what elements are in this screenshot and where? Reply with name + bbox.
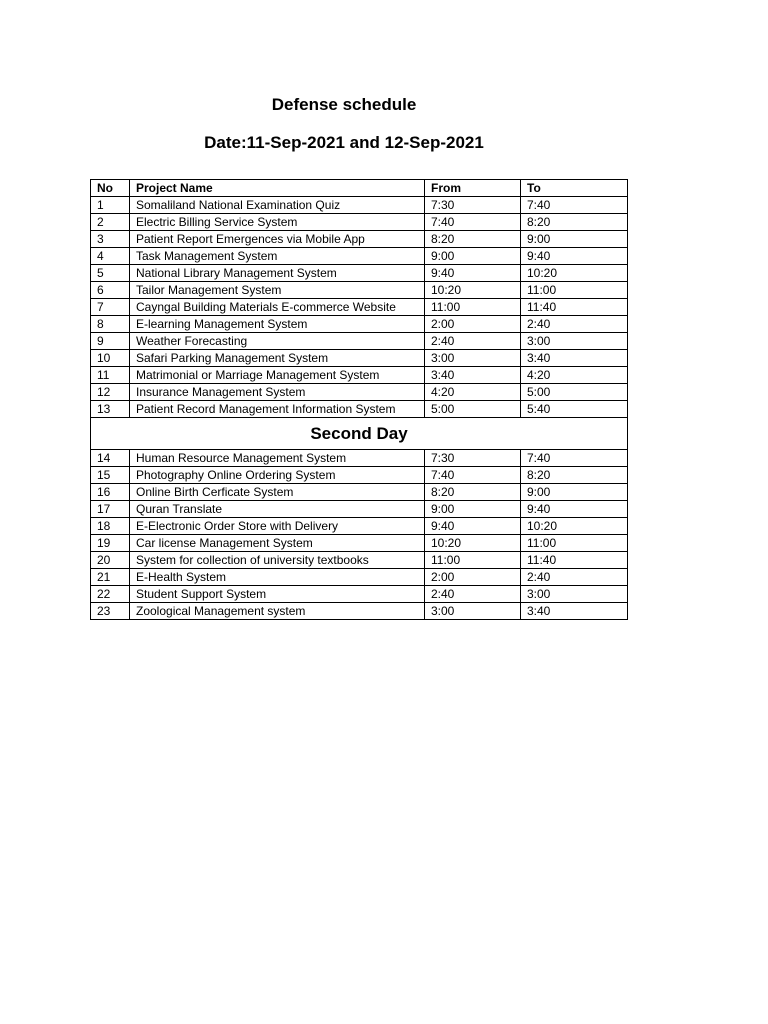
table-row [91,518,628,535]
cell-to: 11:40 [521,299,628,316]
cell-project-name: Weather Forecasting [130,333,425,350]
table-row [91,367,628,384]
cell-no: 2 [91,214,130,231]
cell-from: 3:00 [425,603,521,620]
cell-no: 10 [91,350,130,367]
table-row [91,450,628,467]
cell-no: 17 [91,501,130,518]
cell-from: 2:40 [425,586,521,603]
cell-no: 16 [91,484,130,501]
cell-to: 7:40 [521,197,628,214]
cell-project-name: System for collection of university textbooks [130,552,425,569]
cell-to: 5:00 [521,384,628,401]
cell-no: 12 [91,384,130,401]
cell-no: 22 [91,586,130,603]
cell-from: 9:00 [425,248,521,265]
header-no: No [91,180,130,197]
table-header [91,180,628,197]
header-project-name: Project Name [130,180,425,197]
cell-from: 5:00 [425,401,521,418]
document-date: Date:11-Sep-2021 and 12-Sep-2021 [204,133,484,152]
table-row [91,569,628,586]
day1-rows [91,197,628,418]
cell-no: 20 [91,552,130,569]
cell-no: 8 [91,316,130,333]
cell-from: 7:40 [425,467,521,484]
cell-no: 13 [91,401,130,418]
cell-from: 7:40 [425,214,521,231]
cell-project-name: Safari Parking Management System [130,350,425,367]
table-row [91,231,628,248]
table-row [91,535,628,552]
cell-from: 9:00 [425,501,521,518]
table-row [91,282,628,299]
cell-no: 21 [91,569,130,586]
cell-to: 11:00 [521,535,628,552]
document-title: Defense schedule [271,95,417,114]
cell-project-name: Online Birth Cerficate System [130,484,425,501]
cell-from: 2:00 [425,316,521,333]
cell-project-name: Human Resource Management System [130,450,425,467]
cell-project-name: Insurance Management System [130,384,425,401]
table-row [91,586,628,603]
cell-project-name: Task Management System [130,248,425,265]
cell-project-name: Matrimonial or Marriage Management System [130,367,425,384]
table-row [91,484,628,501]
header-from: From [425,180,521,197]
cell-project-name: Electric Billing Service System [130,214,425,231]
cell-to: 8:20 [521,214,628,231]
cell-project-name: Cayngal Building Materials E-commerce Website [130,299,425,316]
cell-to: 2:40 [521,316,628,333]
cell-to: 3:40 [521,603,628,620]
cell-project-name: Student Support System [130,586,425,603]
cell-from: 10:20 [425,535,521,552]
cell-no: 4 [91,248,130,265]
cell-project-name: Patient Record Management Information System [130,401,425,418]
cell-from: 9:40 [425,265,521,282]
cell-project-name: Patient Report Emergences via Mobile App [130,231,425,248]
cell-no: 23 [91,603,130,620]
cell-to: 10:20 [521,518,628,535]
cell-to: 9:00 [521,231,628,248]
cell-project-name: Quran Translate [130,501,425,518]
cell-project-name: Tailor Management System [130,282,425,299]
table-row [91,401,628,418]
cell-no: 6 [91,282,130,299]
cell-to: 5:40 [521,401,628,418]
header-to: To [521,180,628,197]
table-row [91,316,628,333]
cell-project-name: E-Health System [130,569,425,586]
cell-to: 9:00 [521,484,628,501]
cell-from: 9:40 [425,518,521,535]
table-row [91,197,628,214]
cell-to: 9:40 [521,248,628,265]
cell-no: 18 [91,518,130,535]
day2-rows [91,450,628,620]
cell-no: 1 [91,197,130,214]
cell-project-name: Somaliland National Examination Quiz [130,197,425,214]
cell-to: 11:00 [521,282,628,299]
cell-no: 15 [91,467,130,484]
cell-from: 11:00 [425,552,521,569]
table-row [91,299,628,316]
cell-no: 9 [91,333,130,350]
cell-no: 7 [91,299,130,316]
cell-from: 2:00 [425,569,521,586]
table-row [91,467,628,484]
table-row [91,501,628,518]
table-row [91,248,628,265]
cell-to: 3:00 [521,333,628,350]
cell-project-name: Zoological Management system [130,603,425,620]
section-heading-second-day: Second Day [91,418,628,450]
table-row [91,603,628,620]
cell-no: 19 [91,535,130,552]
cell-to: 3:00 [521,586,628,603]
section-divider [91,418,628,450]
cell-to: 10:20 [521,265,628,282]
cell-from: 2:40 [425,333,521,350]
cell-project-name: Car license Management System [130,535,425,552]
cell-no: 11 [91,367,130,384]
table-row [91,333,628,350]
cell-project-name: E-learning Management System [130,316,425,333]
cell-from: 4:20 [425,384,521,401]
cell-from: 3:00 [425,350,521,367]
cell-project-name: National Library Management System [130,265,425,282]
schedule-table [90,179,628,620]
cell-from: 7:30 [425,450,521,467]
cell-from: 8:20 [425,231,521,248]
cell-to: 4:20 [521,367,628,384]
cell-to: 9:40 [521,501,628,518]
cell-no: 3 [91,231,130,248]
cell-from: 7:30 [425,197,521,214]
cell-from: 10:20 [425,282,521,299]
table-row [91,214,628,231]
cell-from: 3:40 [425,367,521,384]
section-row [91,418,628,450]
cell-no: 14 [91,450,130,467]
cell-from: 11:00 [425,299,521,316]
cell-to: 7:40 [521,450,628,467]
header-row [91,180,628,197]
cell-no: 5 [91,265,130,282]
cell-to: 8:20 [521,467,628,484]
cell-to: 3:40 [521,350,628,367]
cell-to: 2:40 [521,569,628,586]
cell-project-name: E-Electronic Order Store with Delivery [130,518,425,535]
table-row [91,265,628,282]
cell-from: 8:20 [425,484,521,501]
table-row [91,552,628,569]
table-row [91,384,628,401]
table-row [91,350,628,367]
cell-to: 11:40 [521,552,628,569]
cell-project-name: Photography Online Ordering System [130,467,425,484]
